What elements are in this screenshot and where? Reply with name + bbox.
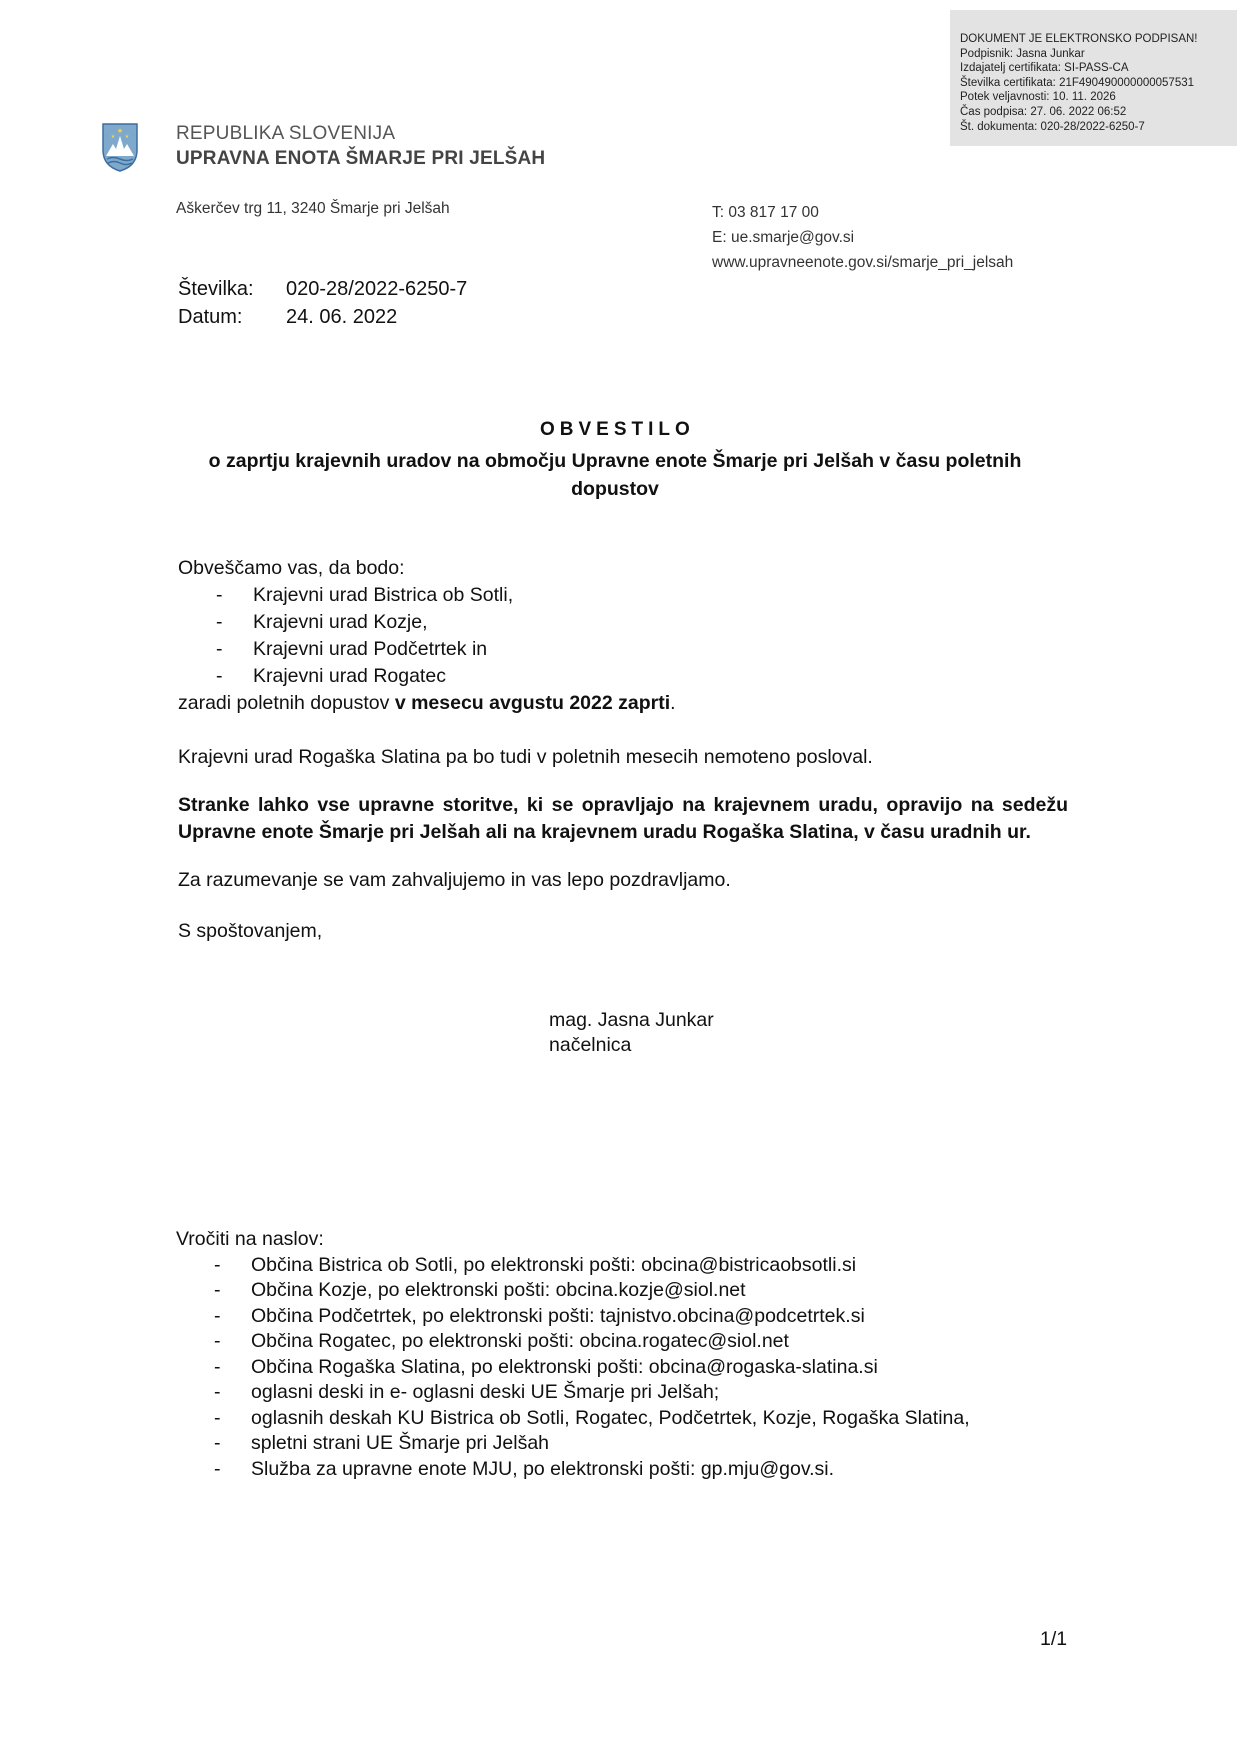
sig-line: Izdajatelj certifikata: SI-PASS-CA xyxy=(960,62,1129,75)
header-republic: REPUBLIKA SLOVENIJA xyxy=(176,123,396,144)
list-item: - oglasni deski in e- oglasni deski UE Šmarje pri Jelšah; xyxy=(214,1381,720,1403)
contact-block xyxy=(712,200,1013,275)
list-item: - Občina Rogatec, po elektronski pošti: obcina.rogatec@siol.net xyxy=(214,1330,789,1352)
document-subtitle: o zaprtju krajevnih uradov na območju Upravne enote Šmarje pri Jelšah v času poletnih dopustov xyxy=(208,450,1022,500)
office-list xyxy=(178,582,1068,690)
sig-line: Čas podpisa: 27. 06. 2022 06:52 xyxy=(960,105,1127,118)
sig-line: Podpisnik: Jasna Junkar xyxy=(960,47,1085,60)
list-item: - Občina Bistrica ob Sotli, po elektronski pošti: obcina@bistricaobsotli.si xyxy=(214,1253,857,1276)
document-title: OBVESTILO xyxy=(540,419,695,440)
svg-text:★: ★ xyxy=(116,127,124,135)
sig-line: Potek veljavnosti: 10. 11. 2026 xyxy=(960,91,1116,104)
rogaska-paragraph: Krajevni urad Rogaška Slatina pa bo tudi v poletnih mesecih nemoteno posloval. xyxy=(178,746,873,768)
signatory-block xyxy=(549,1008,714,1058)
delivery-list xyxy=(176,1253,1096,1483)
list-item: - Krajevni urad Rogatec xyxy=(216,665,446,687)
document-date: 24. 06. 2022 xyxy=(286,306,398,328)
website: www.upravneenote.gov.si/smarje_pri_jelsah xyxy=(712,254,1014,271)
sig-line: Št. dokumenta: 020-28/2022-6250-7 xyxy=(960,120,1145,133)
document-number: 020-28/2022-6250-7 xyxy=(286,278,468,300)
list-item: - Krajevni urad Bistrica ob Sotli, xyxy=(216,584,514,606)
document-body xyxy=(178,555,1068,945)
list-item: - oglasnih deskah KU Bistrica ob Sotli, Rogatec, Podčetrtek, Kozje, Rogaška Slatina, xyxy=(214,1406,970,1429)
list-item: - Krajevni urad Podčetrtek in xyxy=(216,638,488,660)
regards-paragraph: S spoštovanjem, xyxy=(178,920,323,942)
list-item: - Občina Kozje, po elektronski pošti: obcina.kozje@siol.net xyxy=(214,1279,746,1301)
office-address: Aškerčev trg 11, 3240 Šmarje pri Jelšah xyxy=(176,200,450,217)
email: E: ue.smarje@gov.si xyxy=(712,229,855,246)
list-item: - Občina Podčetrtek, po elektronski pošti: tajnistvo.obcina@podcetrtek.si xyxy=(214,1304,865,1327)
svg-text:★: ★ xyxy=(124,134,130,140)
document-meta xyxy=(178,275,467,331)
list-item: - spletni strani UE Šmarje pri Jelšah xyxy=(214,1432,550,1454)
date-label: Datum: xyxy=(178,306,243,328)
sig-line: DOKUMENT JE ELEKTRONSKO PODPISAN! xyxy=(960,33,1198,45)
electronic-signature-box xyxy=(950,10,1237,146)
customers-paragraph: Stranke lahko vse upravne storitve, ki se opravljajo na krajevnem uradu, opravijo na sedežu Upravne enote Šmarje pri Jelšah ali na krajevnem uradu Rogaška Slatina, v času uradnih ur. xyxy=(178,794,1068,843)
thanks-paragraph: Za razumevanje se vam zahvaljujemo in vas lepo pozdravljamo. xyxy=(178,869,731,891)
intro-text: Obveščamo vas, da bodo: xyxy=(178,557,405,579)
list-item: - Služba za upravne enote MJU, po elektronski pošti: gp.mju@gov.si. xyxy=(214,1457,835,1480)
list-item: - Krajevni urad Kozje, xyxy=(216,611,428,633)
delivery-section xyxy=(176,1227,1096,1482)
signatory-name: mag. Jasna Junkar xyxy=(549,1009,714,1031)
delivery-heading: Vročiti na naslov: xyxy=(176,1228,324,1250)
page-number: 1/1 xyxy=(1040,1628,1068,1650)
phone: T: 03 817 17 00 xyxy=(712,204,819,221)
closing-sentence: zaradi poletnih dopustov v mesecu avgustu 2022 zaprti. xyxy=(178,692,676,714)
number-label: Številka: xyxy=(178,278,254,300)
list-item: - Občina Rogaška Slatina, po elektronski pošti: obcina@rogaska-slatina.si xyxy=(214,1355,878,1378)
sig-line: Številka certifikata: 21F490490000000057531 xyxy=(960,76,1195,89)
signatory-role: načelnica xyxy=(549,1034,632,1056)
header-office: UPRAVNA ENOTA ŠMARJE PRI JELŠAH xyxy=(176,148,546,169)
slovenia-coat-of-arms-icon xyxy=(100,122,140,172)
svg-text:★: ★ xyxy=(110,134,116,140)
